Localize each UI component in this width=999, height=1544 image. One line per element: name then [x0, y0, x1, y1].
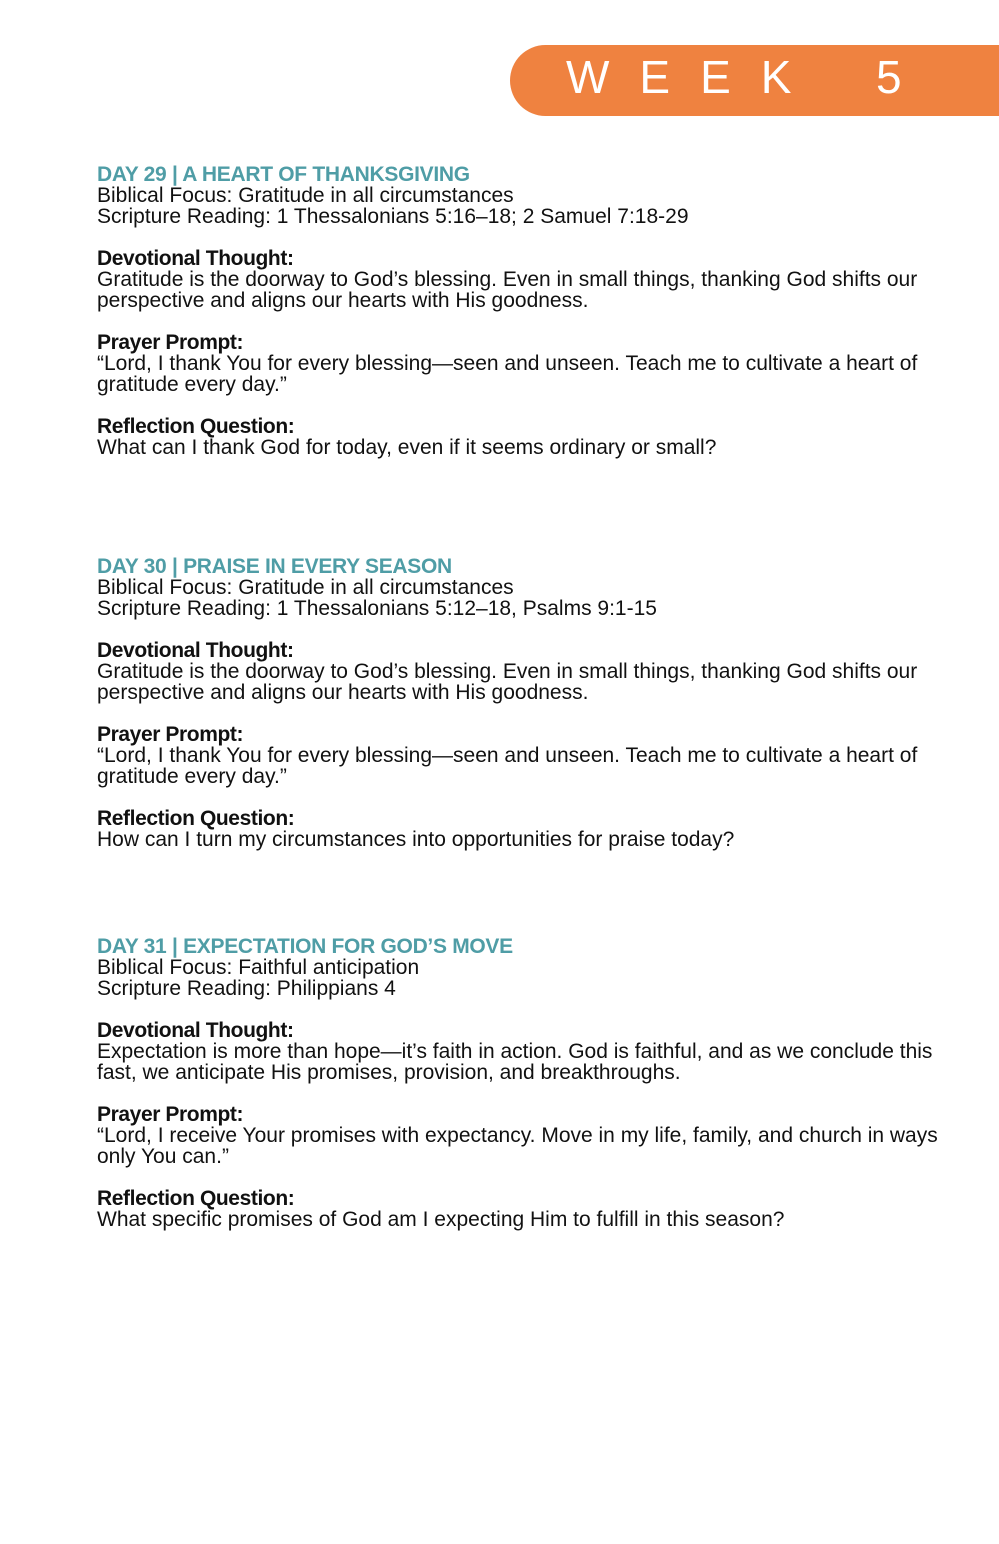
day-title: DAY 31 | EXPECTATION FOR GOD’S MOVE: [97, 935, 513, 958]
reflection-text: How can I turn my circumstances into opportunities for praise today?: [97, 828, 735, 851]
prayer-text: “Lord, I thank You for every blessing—seen and unseen. Teach me to cultivate a heart of gratitude every day.”: [97, 744, 918, 788]
devotional-text: Expectation is more than hope—it’s faith in action. God is faithful, and as we conclude this fast, we anticipate His promises, provision, and breakthroughs.: [97, 1040, 933, 1084]
prayer-text: “Lord, I thank You for every blessing—seen and unseen. Teach me to cultivate a heart of gratitude every day.”: [97, 352, 918, 396]
day-30-section: [97, 556, 977, 850]
devotional-label: Devotional Thought:: [97, 639, 294, 662]
day-31-section: [97, 936, 977, 1230]
biblical-focus: Biblical Focus: Faithful anticipation: [97, 956, 420, 979]
reflection-label: Reflection Question:: [97, 1187, 295, 1210]
week-number: 5: [876, 51, 902, 103]
day-29-section: [97, 164, 977, 458]
week-label: WEEK: [566, 51, 822, 103]
scripture-reading: Scripture Reading: Philippians 4: [97, 977, 396, 1000]
reflection-text: What can I thank God for today, even if it seems ordinary or small?: [97, 436, 717, 459]
scripture-reading: Scripture Reading: 1 Thessalonians 5:12–18, Psalms 9:1-15: [97, 597, 657, 620]
prayer-text: “Lord, I receive Your promises with expectancy. Move in my life, family, and church in ways only You can.”: [97, 1124, 938, 1168]
devotional-text: Gratitude is the doorway to God’s blessing. Even in small things, thanking God shifts our perspective and aligns our hearts with His goodness.: [97, 268, 918, 312]
day-title: DAY 29 | A HEART OF THANKSGIVING: [97, 163, 470, 186]
day-title: DAY 30 | PRAISE IN EVERY SEASON: [97, 555, 452, 578]
devotional-text: Gratitude is the doorway to God’s blessing. Even in small things, thanking God shifts our perspective and aligns our hearts with His goodness.: [97, 660, 918, 704]
scripture-reading: Scripture Reading: 1 Thessalonians 5:16–18; 2 Samuel 7:18-29: [97, 205, 689, 228]
devotional-label: Devotional Thought:: [97, 247, 294, 270]
prayer-label: Prayer Prompt:: [97, 331, 244, 354]
reflection-text: What specific promises of God am I expecting Him to fulfill in this season?: [97, 1208, 785, 1231]
devotional-label: Devotional Thought:: [97, 1019, 294, 1042]
reflection-label: Reflection Question:: [97, 807, 295, 830]
biblical-focus: Biblical Focus: Gratitude in all circumstances: [97, 576, 514, 599]
prayer-label: Prayer Prompt:: [97, 723, 244, 746]
prayer-label: Prayer Prompt:: [97, 1103, 244, 1126]
reflection-label: Reflection Question:: [97, 415, 295, 438]
biblical-focus: Biblical Focus: Gratitude in all circumstances: [97, 184, 514, 207]
